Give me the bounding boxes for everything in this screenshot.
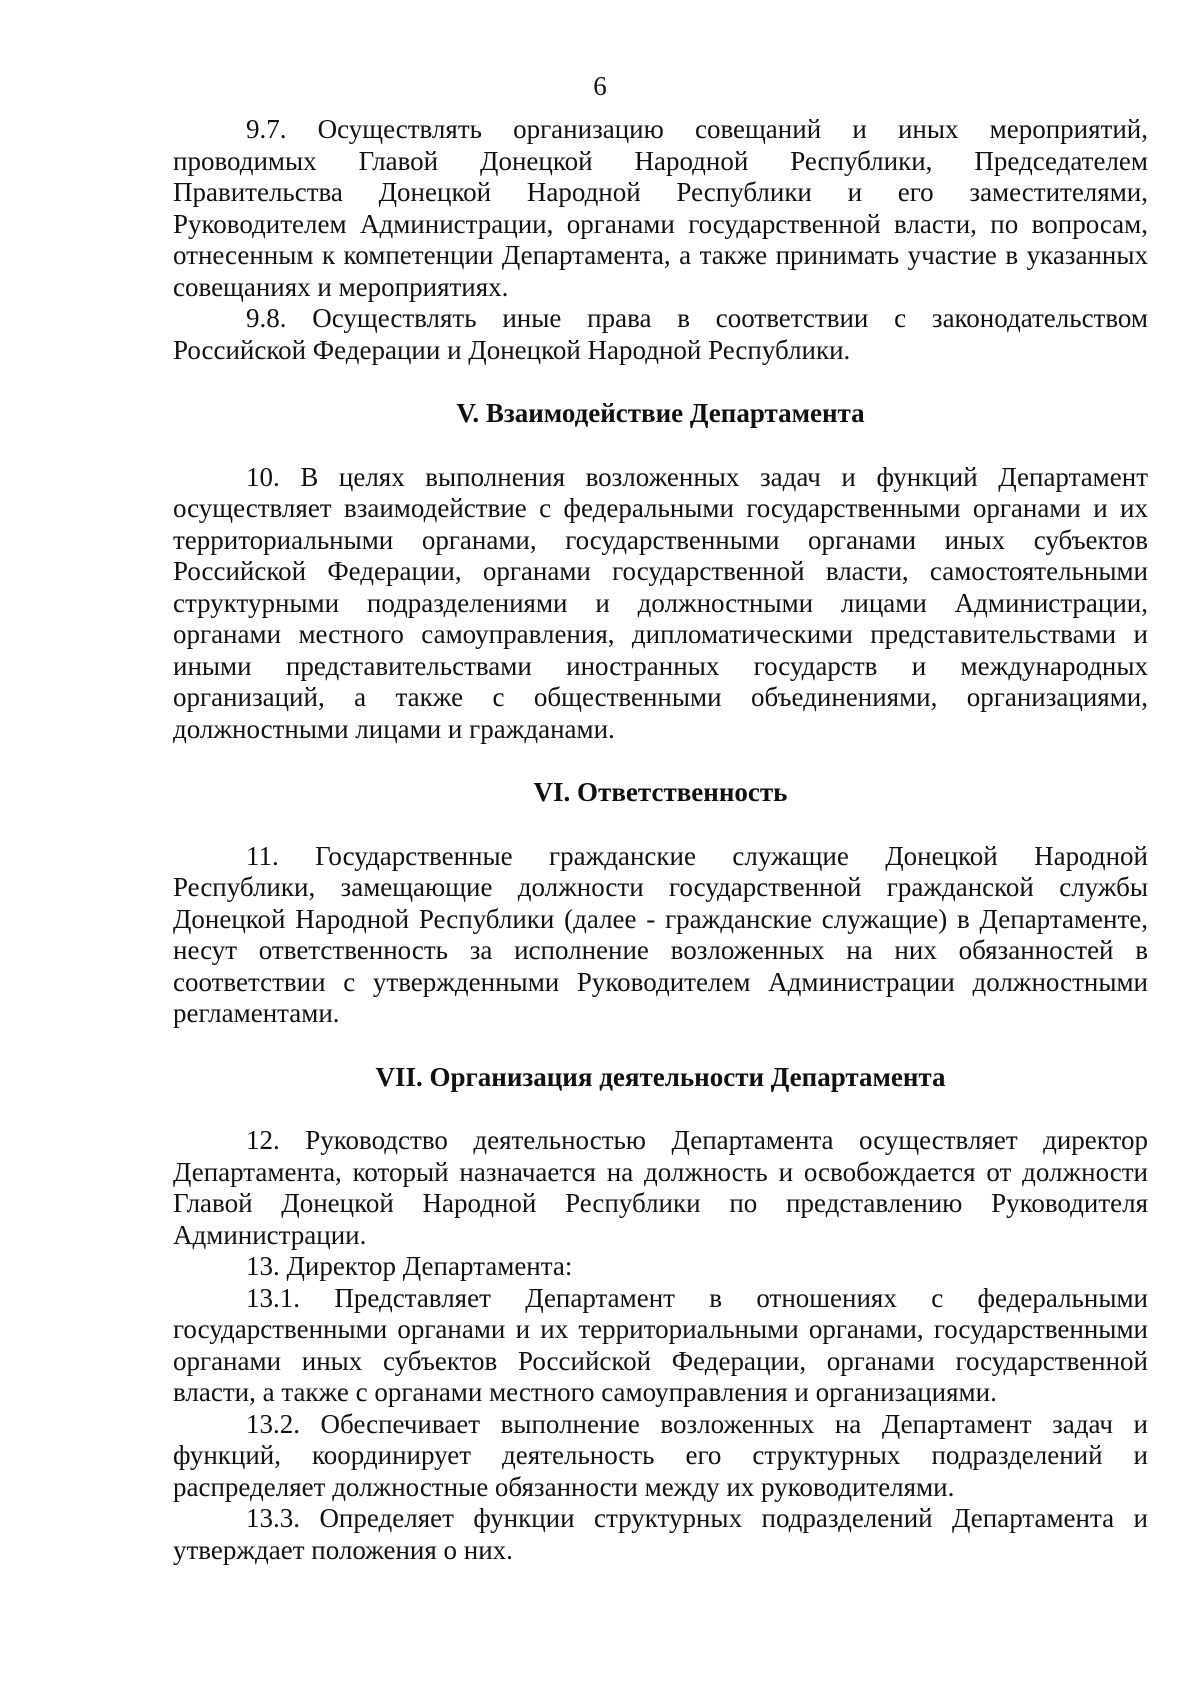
- paragraph-13-1: 13.1. Представляет Департамент в отношениях с федеральными государственными органами и их территориальными органами, государственными органами иных субъектов Российской Федерации, органами государственной власти, а также с органами местного самоуправления и организациями.: [173, 1282, 1148, 1407]
- section-heading-v: V. Взаимодействие Департамента: [456, 398, 865, 428]
- section-heading-vii: VII. Организация деятельности Департамента: [375, 1061, 946, 1092]
- paragraph-12: 12. Руководство деятельностью Департамента осуществляет директор Департамента, который назначается на должность и освобождается от должности Главой Донецкой Народной Республики по представлению Руководителя Администрации.: [173, 1125, 1148, 1250]
- page-number: 6: [593, 71, 607, 101]
- paragraph-13: 13. Директор Департамента:: [246, 1251, 573, 1281]
- paragraph-11: 11. Государственные гражданские служащие Донецкой Народной Республики, замещающие должности государственной гражданской службы Донецкой Народной Республики (далее - гражданские служащие) в Департаменте, несут ответственность за исполнение возложенных на них обязанностей в соответствии с утвержденными Руководителем Администрации должностными регламентами.: [173, 840, 1148, 1028]
- paragraph-10: 10. В целях выполнения возложенных задач и функций Департамент осуществляет взаимодействие с федеральными государственными органами и их территориальными органами, государственными органами иных субъектов Российской Федерации, органами государственной власти, самостоятельными структурными подразделениями и должностными лицами Администрации, органами местного самоуправления, дипломатическими представительствами и иными представительствами иностранных государств и международных организаций, а также с общественными объединениями, организациями, должностными лицами и гражданами.: [173, 461, 1148, 744]
- page-content: [173, 114, 1148, 1566]
- paragraph-13-3: 13.3. Определяет функции структурных подразделений Департамента и утверждает положения о них.: [173, 1503, 1148, 1565]
- paragraph-9-7: 9.7. Осуществлять организацию совещаний и иных мероприятий, проводимых Главой Донецкой Народной Республики, Председателем Правительства Донецкой Народной Республики и его заместителями, Руководителем Администрации, органами государственной власти, по вопросам, отнесенным к компетенции Департамента, а также принимать участие в указанных совещаниях и мероприятиях.: [173, 114, 1148, 302]
- section-heading-vi: VI. Ответственность: [533, 777, 788, 807]
- paragraph-13-2: 13.2. Обеспечивает выполнение возложенных на Департамент задач и функций, координирует деятельность его структурных подразделений и распределяет должностные обязанности между их руководителями.: [173, 1408, 1148, 1502]
- paragraph-9-8: 9.8. Осуществлять иные права в соответствии с законодательством Российской Федерации и Донецкой Народной Республики.: [173, 303, 1148, 365]
